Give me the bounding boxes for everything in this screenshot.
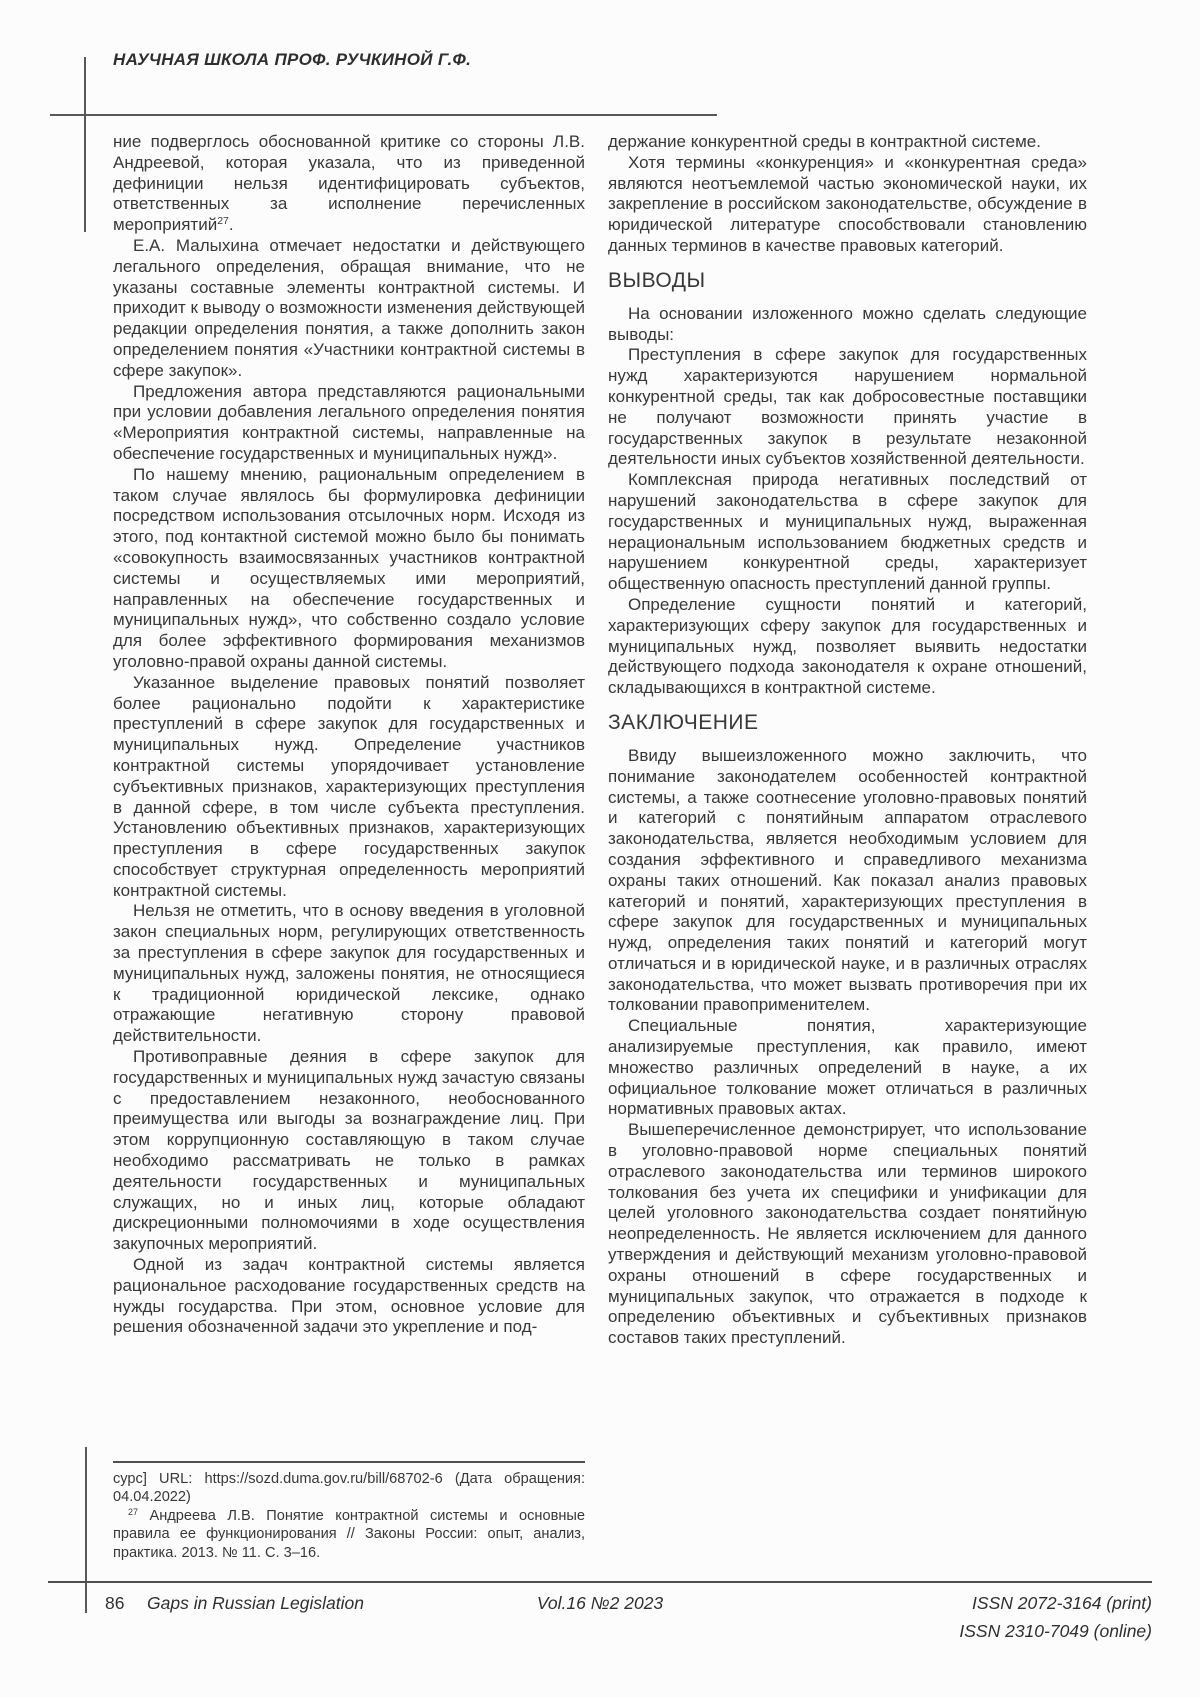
paragraph: Противоправные деяния в сфере закупок для государственных и муниципальных нужд зачастую связаны с предоставлением незаконного, необоснованного преимущества или выгоды за вознаграждение лиц. При этом коррупционную составляющую в таком случае необходимо рассматривать не только в рамках деятельности государственных и муниципальных служащих, но и иных лиц, которые обладают дискреционными полномочиями в ходе осуществления закупочных мероприятий. bbox=[113, 1047, 585, 1254]
top-left-margin-rule bbox=[84, 57, 86, 232]
paragraph: Е.А. Малыхина отмечает недостатки и действующего легального определения, обращая внимание, что не указаны составные элементы контрактной системы. И приходит к выводу о возможности изменения действующей редакции определения понятия, а также дополнить закон определением понятия «Участники контрактной системы в сфере закупок». bbox=[113, 235, 585, 380]
section-heading-conclusions: ВЫВОДЫ bbox=[608, 268, 706, 292]
footnote-number: 27 bbox=[128, 1506, 139, 1517]
paragraph: На основании изложенного можно сделать следующие выводы: bbox=[608, 303, 1087, 344]
footnotes-block bbox=[113, 1470, 585, 1562]
article-right-column bbox=[608, 132, 1087, 1349]
paragraph: Указанное выделение правовых понятий позволяет более рационально подойти к характеристике преступлений в сфере закупок для государственных и муниципальных нужд. Определение участников контрактной системы упорядочивает установление субъективных признаков, характеризующих преступления в данной сфере, в том числе субъекта преступления. Установлению объективных признаков, характеризующих преступления в сфере государственных закупок способствует структурная определенность мероприятий контрактной системы. bbox=[113, 672, 585, 900]
paragraph: Хотя термины «конкуренция» и «конкурентная среда» являются неотъемлемой частью экономической науки, их закрепление в российском законодательстве, обсуждение в юридической литературе способствовали становлению данных терминов в качестве правовых категорий. bbox=[608, 152, 1087, 255]
section-heading-final: ЗАКЛЮЧЕНИЕ bbox=[608, 710, 759, 734]
paragraph: Одной из задач контрактной системы является рациональное расходование государственных средств на нужды государства. При этом, основное условие для решения обозначенной задачи это укрепление и под- bbox=[113, 1255, 585, 1337]
footnote-text: Андреева Л.В. Понятие контрактной системы и основные правила ее функционирования // Законы России: опыт, анализ, практика. 2013. № 11. С. 3–16. bbox=[113, 1507, 585, 1561]
paragraph bbox=[113, 132, 585, 236]
footnote-continuation: сурс] URL: https://sozd.duma.gov.ru/bill/68702-6 (Дата обращения: 04.04.2022) bbox=[113, 1471, 585, 1506]
paragraph: Преступления в сфере закупок для государственных нужд характеризуются нарушением нормальной конкурентной среды, так как добросовестные поставщики не получают возможности принять участие в государственных закупок в результате незаконной деятельности иных субъектов хозяйственной деятельности. bbox=[608, 345, 1087, 469]
paragraph-text: ние подверглось обоснованной критике со стороны Л.В. Андреевой, которая указала, что из приведенной дефиниции нельзя идентифицировать субъектов, ответственных за исполнение перечисленных мероприятий bbox=[113, 132, 585, 235]
journal-title: Gaps in Russian Legislation bbox=[147, 1593, 364, 1613]
bottom-left-margin-rule bbox=[85, 1447, 87, 1613]
page-number: 86 bbox=[105, 1593, 125, 1613]
paragraph: Предложения автора представляются рациональными при условии добавления легального определения понятия «Мероприятия контрактной системы, направленные на обеспечение государственных и муниципальных нужд». bbox=[113, 381, 585, 463]
issn-print: ISSN 2072-3164 (print) bbox=[972, 1593, 1152, 1613]
footnote-27 bbox=[113, 1507, 585, 1562]
footer-divider-rule bbox=[48, 1581, 1152, 1583]
paragraph: держание конкурентной среды в контрактной системе. bbox=[608, 132, 1041, 151]
footnote-reference-27: 27 bbox=[217, 214, 229, 227]
paragraph-text: . bbox=[228, 215, 234, 235]
volume-issue: Vol.16 №2 2023 bbox=[536, 1593, 664, 1613]
paragraph: Ввиду вышеизложенного можно заключить, что понимание законодателем особенностей контрактной системы, а также соотнесение уголовно-правовых понятий и категорий с понятийным аппаратом отраслевого законодательства, является необходимым условием для создания эффективного и справедливого механизма охраны таких отношений. Как показал анализ правовых категорий и понятий, характеризующих преступления в сфере закупок для государственных и муниципальных нужд, определения таких понятий и категорий могут отличаться и в юридической науке, и в различных отраслях законодательства, что может вызвать противоречия при их толковании правоприменителем. bbox=[608, 745, 1087, 1015]
header-divider-rule bbox=[50, 114, 717, 116]
running-header-title: НАУЧНАЯ ШКОЛА ПРОФ. РУЧКИНОЙ Г.Ф. bbox=[113, 50, 472, 69]
paragraph: По нашему мнению, рациональным определением в таком случае являлось бы формулировка дефиниции посредством использования отсылочных норм. Исходя из этого, под контактной системой можно было бы понимать «совокупность взаимосвязанных участников контрактной системы и осуществляемых ими мероприятий, направленных на обеспечение государственных и муниципальных нужд», что собственно создало условие для более эффективного формирования механизмов уголовно-правой охраны данной системы. bbox=[113, 464, 585, 671]
paragraph: Нельзя не отметить, что в основу введения в уголовной закон специальных норм, регулирующих ответственность за преступления в сфере закупок для государственных и муниципальных нужд, заложены понятия, не относящиеся к традиционной юридической лексике, однако отражающие негативную сторону правовой действительности. bbox=[113, 901, 585, 1046]
issn-online: ISSN 2310-7049 (online) bbox=[959, 1621, 1152, 1641]
paragraph: Специальные понятия, характеризующие анализируемые преступления, как правило, имеют множество различных определений в науке, а их официальное толкование может отличаться в различных нормативных правовых актах. bbox=[608, 1016, 1087, 1119]
paragraph: Определение сущности понятий и категорий, характеризующих сферу закупок для государственных и муниципальных нужд, позволяет выявить недостатки действующего подхода законодателя к охране отношений, складывающихся в контрактной системе. bbox=[608, 594, 1087, 698]
article-left-column bbox=[113, 132, 585, 1338]
paragraph: Вышеперечисленное демонстрирует, что использование в уголовно-правовой норме специальных понятий отраслевого законодательства или терминов широкого толкования без учета их специфики и унификации для целей уголовного законодательства создает понятийную неопределенность. Не является исключением для данного утверждения и действующий механизм уголовно-правовой охраны отношений в сфере государственных и муниципальных закупок, что отражается в подходе к определению объективных и субъективных признаков составов таких преступлений. bbox=[608, 1120, 1087, 1348]
footnote-separator-rule bbox=[113, 1461, 585, 1463]
paragraph: Комплексная природа негативных последствий от нарушений законодательства в сфере закупок для государственных и муниципальных нужд, выраженная нерациональным использованием бюджетных средств и нарушением конкурентной среды, характеризует общественную опасность преступлений данной группы. bbox=[608, 470, 1087, 594]
